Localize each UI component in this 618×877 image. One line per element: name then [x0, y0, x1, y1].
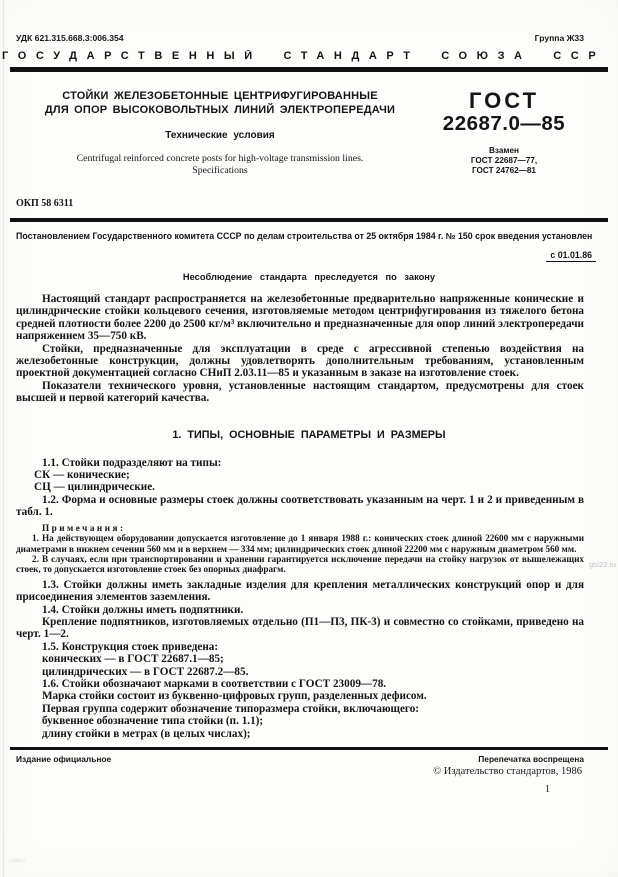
official-edition-label: Издание официальное	[16, 753, 112, 764]
clause-1-6: 1.6. Стойки обозначают марками в соответствии с ГОСТ 23009—78.	[42, 677, 387, 690]
copyright-line: © Издательство стандартов, 1986	[433, 765, 582, 777]
clause-1-4: 1.4. Стойки должны иметь подпятники.	[42, 603, 244, 616]
law-notice: Несоблюдение стандарта преследуется по закону	[182, 272, 436, 282]
doc-title-en-line2: Specifications	[192, 164, 248, 176]
okp-code: ОКП 58 6311	[16, 198, 74, 209]
intro-paragraph-1: Настоящий стандарт распространяется на железобетонные предварительно напряженные конические и цилиндрические стойки кольцевого сечения, изготовляемые методом центрифугирования из тяжелого бетона средней плотности более 2200 до 2500 кг/м³ включительно и предназначенные для опор линий электропередачи напряжением 35—750 кВ.	[16, 293, 584, 343]
gost-label: ГОСТ	[468, 88, 540, 113]
site-watermark: gbl22.ru	[588, 560, 616, 569]
divider-rule-top	[10, 67, 608, 72]
intro-paragraph-3: Показатели технического уровня, установленные настоящим стандартом, предусмотрены для стоек высшей и первой категорий качества.	[16, 379, 584, 405]
doc-title-line1: СТОЙКИ ЖЕЛЕЗОБЕТОННЫЕ ЦЕНТРИФУГИРОВАННЫЕ	[62, 90, 378, 102]
replaces-label: Взамен	[489, 146, 519, 155]
notes-block	[0, 523, 618, 575]
clause-1-1: 1.1. Стойки подразделяют на типы:	[42, 456, 222, 469]
type-sk-item: СК — конические;	[34, 469, 130, 482]
clause-1-6-letter: буквенное обозначение типа стойки (п. 1.1);	[42, 715, 264, 728]
divider-rule-footer	[10, 747, 608, 750]
replaces-block	[424, 146, 584, 176]
clause-1-6-length: длину стойки в метрах (в целых числах);	[42, 727, 251, 740]
type-sc-item: СЦ — цилиндрические.	[34, 481, 155, 494]
section-1-part-a	[0, 457, 618, 519]
footer-row	[0, 754, 618, 764]
title-left-column	[16, 89, 424, 176]
scan-smudge	[8, 858, 26, 863]
effective-date-row	[0, 245, 618, 263]
intro-paragraphs	[0, 293, 618, 405]
clause-1-6-mark: Марка стойки состоит из буквенно-цифровых групп, разделенных дефисом.	[42, 690, 427, 703]
group-label: Группа Ж33	[534, 33, 584, 43]
clause-1-2: 1.2. Форма и основные размеры стоек должны соответствовать указанным на черт. 1 и 2 и приведенным в табл. 1.	[16, 493, 584, 519]
decree-paragraph: Постановлением Государственного комитета СССР по делам строительства от 25 октября 1984 г. № 150 срок введения установлен	[16, 231, 593, 241]
clause-1-4-continuation: Крепление подпятников, изготовляемых отдельно (П1—П3, ПК-3) и совместно со стойками, приведено на черт. 1—2.	[16, 615, 584, 641]
divider-rule-middle	[10, 218, 608, 222]
gost-number-block	[424, 89, 584, 176]
udk-label: УДК 621.315.668.3:006.354	[16, 33, 124, 43]
title-block	[0, 89, 618, 176]
clause-1-5: 1.5. Конструкция стоек приведена:	[42, 640, 219, 653]
reprint-prohibited-label: Перепечатка воспрещена	[478, 753, 584, 764]
doc-subtitle: Технические условия	[165, 130, 275, 141]
replaces-standard-2: ГОСТ 24762—81	[472, 166, 536, 175]
top-reference-row	[0, 33, 618, 43]
section-1-part-b	[0, 579, 618, 740]
page-number: 1	[545, 783, 550, 795]
effective-date: с 01.01.86	[546, 250, 596, 262]
notes-label: Примечания:	[42, 522, 126, 533]
clause-1-5-conical: конических — в ГОСТ 22687.1—85;	[42, 653, 224, 666]
clause-1-6-group: Первая группа содержит обозначение типоразмера стойки, включающего:	[42, 702, 420, 715]
doc-title-en-line1: Centrifugal reinforced concrete posts for high-voltage transmission lines.	[76, 153, 364, 164]
replaces-standard-1: ГОСТ 22687—77,	[470, 156, 538, 165]
intro-paragraph-2: Стойки, предназначенные для эксплуатации в среде с агрессивной степенью воздействия на железобетонные конструкции, должны удовлетворять дополнительным требованиям, установленным проектной документацией согласно СНиП 2.03.11—85 и указанным в заказе на изготовление стоек.	[16, 342, 584, 380]
gost-number: 22687.0—85	[442, 112, 566, 135]
state-standard-header: ГОСУДАРСТВЕННЫЙ СТАНДАРТ СОЮЗА ССР	[2, 50, 606, 62]
section-1-heading: 1. ТИПЫ, ОСНОВНЫЕ ПАРАМЕТРЫ И РАЗМЕРЫ	[172, 428, 446, 441]
note-1: 1. На действующем оборудовании допускается изготовление до 1 января 1988 г.: конических стоек длиной 22600 мм с наружными диаметрами в нижнем сечении 560 мм и в верхнем — 334 мм; цилиндрических стоек длиной 22200 мм с наружным диаметром 560 мм.	[16, 533, 584, 554]
note-2: 2. В случаях, если при транспортировании и хранении гарантируется исключение передачи на стойку нагрузок от вышележащих стоек, то допускается изготовление стоек без опорных диафрагм.	[16, 553, 584, 575]
doc-title-line2: ДЛЯ ОПОР ВЫСОКОВОЛЬТНЫХ ЛИНИЙ ЭЛЕКТРОПЕРЕДАЧИ	[44, 104, 396, 116]
clause-1-5-cylindrical: цилиндрических — в ГОСТ 22687.2—85.	[42, 665, 249, 678]
clause-1-3: 1.3. Стойки должны иметь закладные изделия для крепления металлических конструкций опор и для присоединения элементов заземления.	[16, 578, 584, 604]
